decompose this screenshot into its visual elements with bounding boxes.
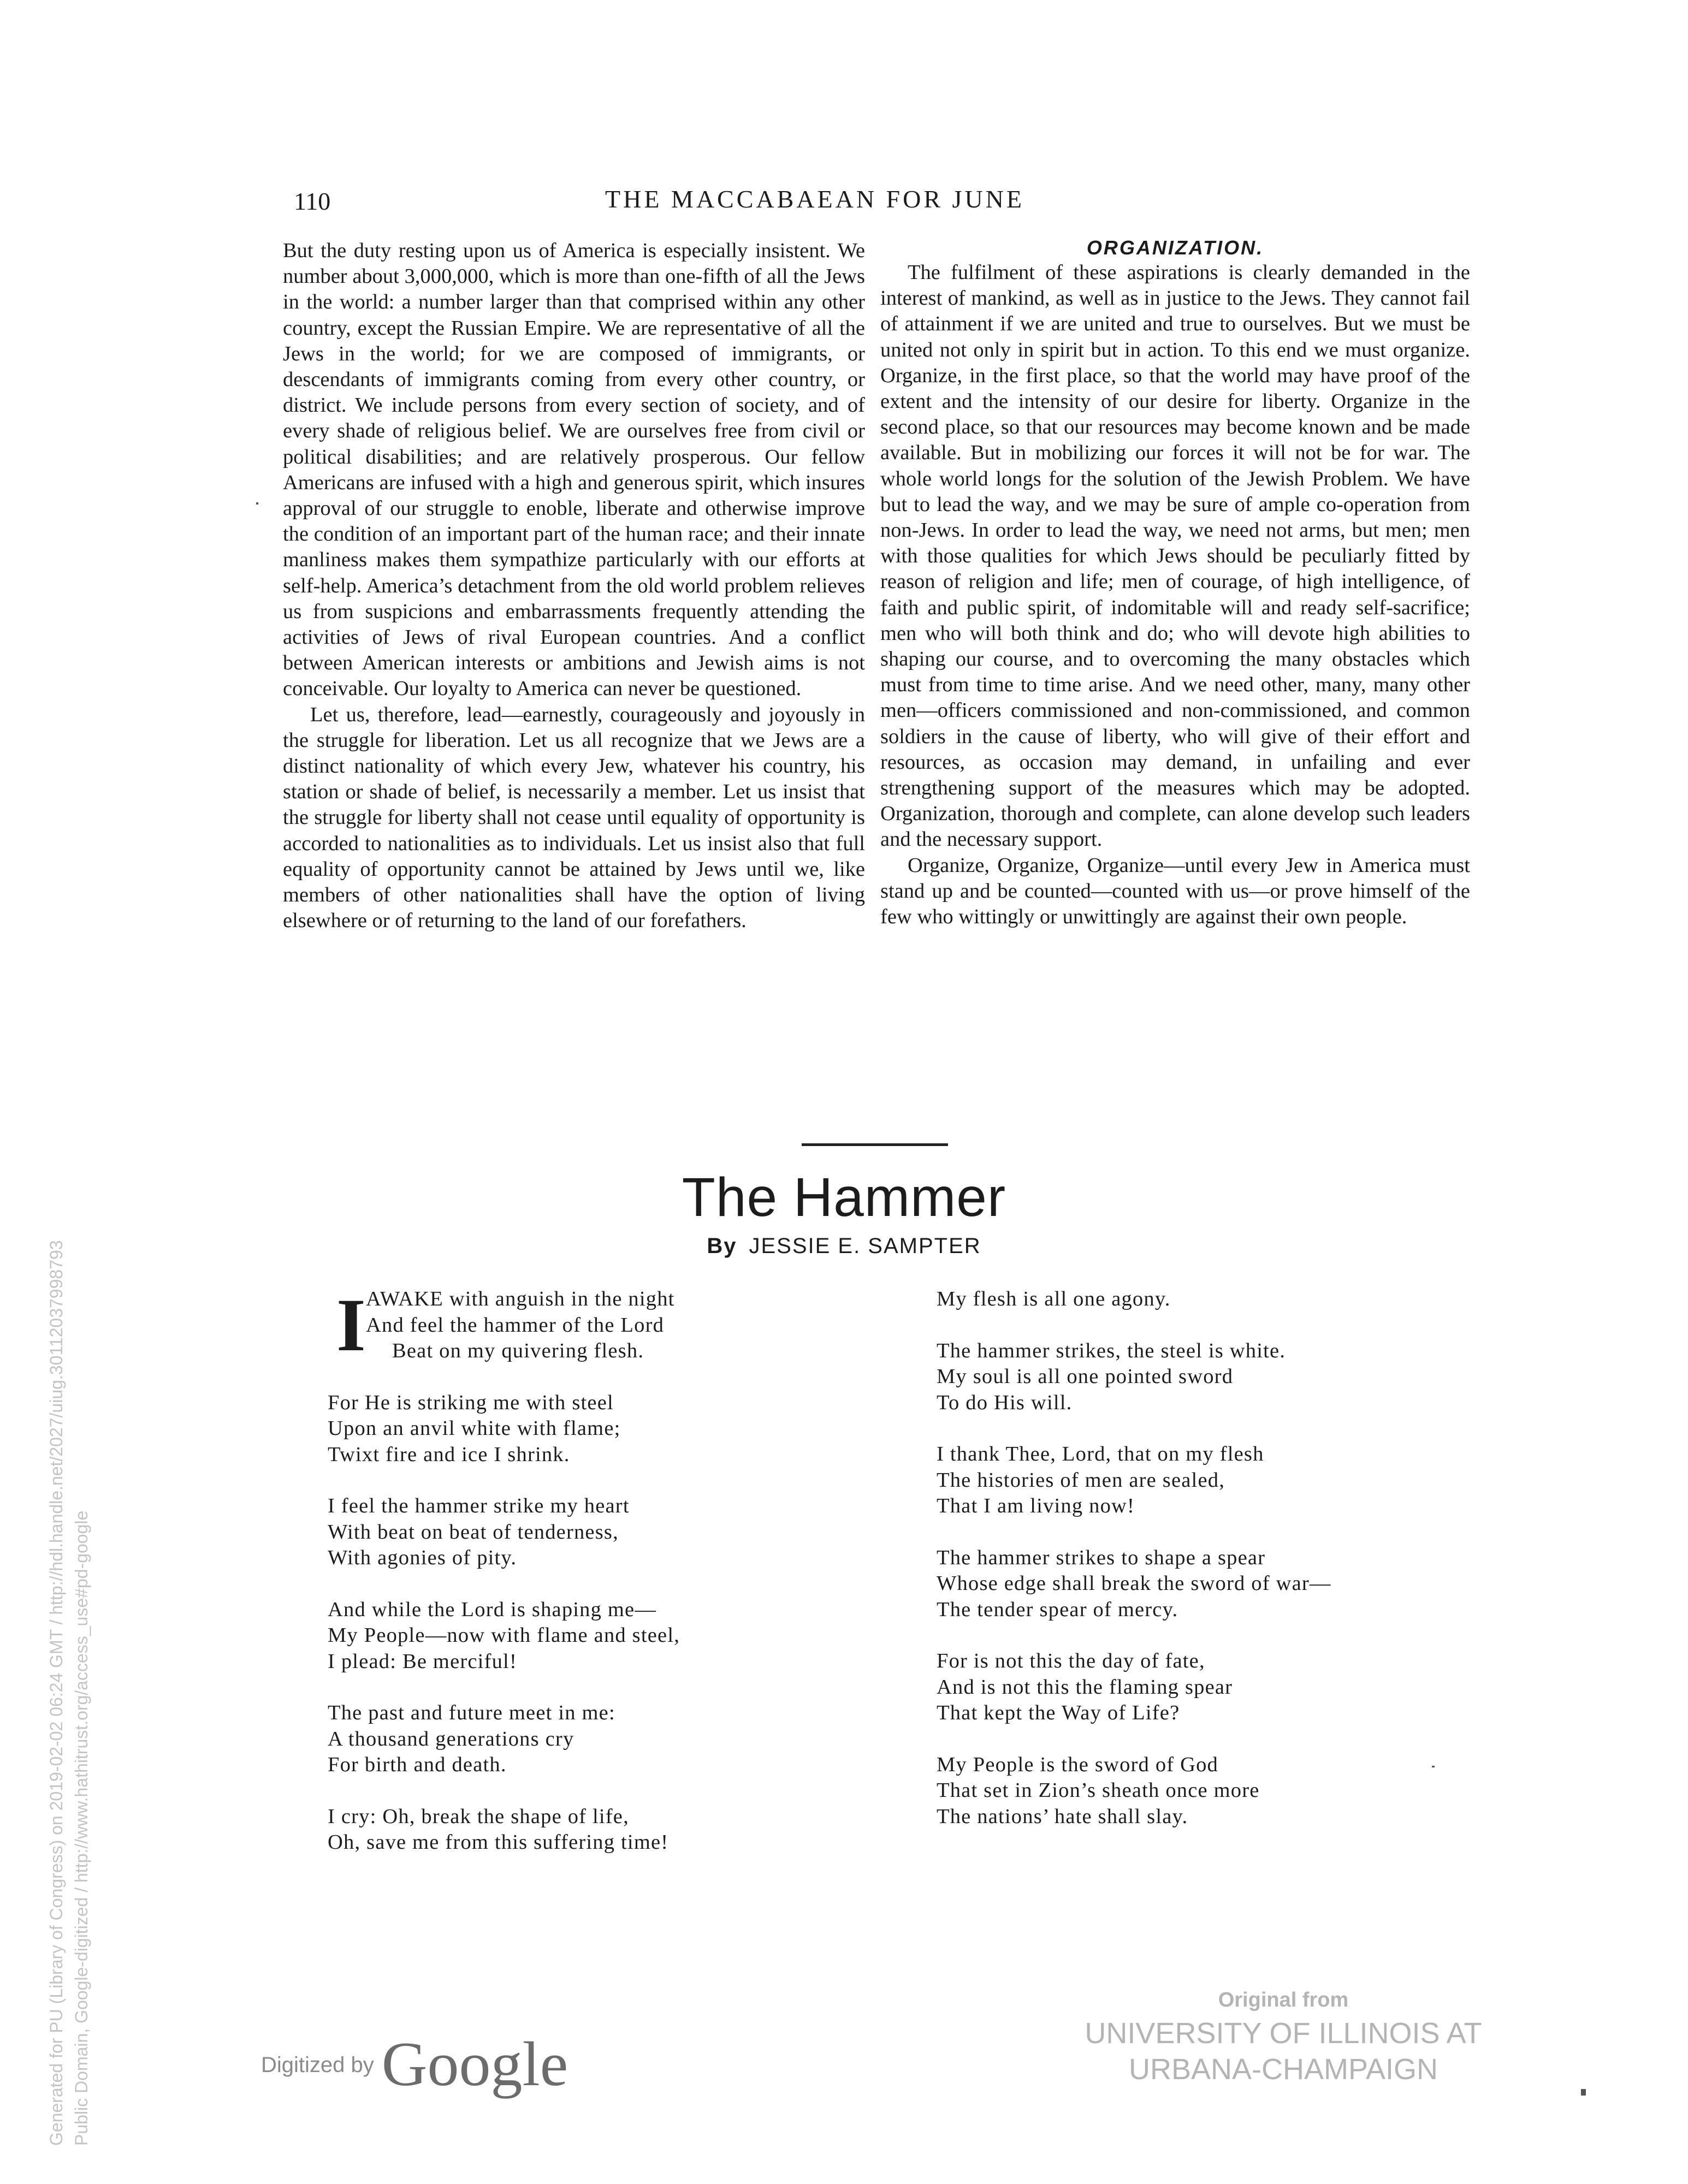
original-source: [1038, 1985, 1529, 2087]
poem-line: For is not this the day of fate,: [937, 1649, 1205, 1672]
poem-title: The Hammer: [682, 1167, 1006, 1228]
institution-line: URBANA-CHAMPAIGN: [1128, 2053, 1438, 2086]
poem-line: That set in Zion’s sheath once more: [937, 1779, 1260, 1802]
poem-stanza: [328, 1804, 680, 1856]
poem-stanza: [328, 1390, 680, 1468]
poem-line: The hammer strikes to shape a spear: [937, 1546, 1266, 1569]
poem-line: With beat on beat of tenderness,: [328, 1520, 619, 1544]
poem-line: I cry: Oh, break the shape of life,: [328, 1805, 629, 1828]
poem-line: My People is the sword of God: [937, 1753, 1219, 1776]
poem-line: My flesh is all one agony.: [937, 1287, 1171, 1310]
page-number: 110: [294, 187, 331, 215]
article-paragraph: But the duty resting upon us of America is especially insistent. We number about 3,000,000, which is more than one-fifth of all the Jews in the world: a number larger than that comprised within any other country, except the Russian Empire. We are representative of all the Jews in the world; for we are composed of immigrants, or descendants of immigrants coming from every other country, or district. We include persons from every section of society, and of every shade of religious belief. We are ourselves free from civil or political disabilities; and are relatively prosperous. Our fellow Americans are infused with a high and generous spirit, which insures approval of our struggle to enoble, liberate and otherwise improve the condition of an important part of the human race; and their innate manliness makes them sympathize particularly with our efforts at self-help. America’s detachment from the old world problem relieves us from suspicions and embarrassments frequently attending the activities of Jews of rival European countries. And a conflict between American interests or ambitions and Jewish aims is not conceivable. Our loyalty to America can never be questioned.: [283, 239, 865, 701]
poem-line: The past and future meet in me:: [328, 1701, 615, 1724]
poem-line: AWAKE with anguish in the night: [366, 1287, 675, 1310]
poem-line: The tender spear of mercy.: [937, 1598, 1178, 1621]
poem-line: With agonies of pity.: [328, 1546, 517, 1569]
poem-line: For birth and death.: [328, 1753, 507, 1776]
poem-line: The nations’ hate shall slay.: [937, 1805, 1188, 1828]
poem-stanza: [937, 1545, 1331, 1623]
drop-cap: I: [336, 1283, 366, 1367]
article-paragraph: Organize, Organize, Organize—until every Jew in America must stand up and be counted—counted with us—or prove himself of the few who wittingly or unwittingly are against their own people.: [880, 853, 1470, 929]
poem-line: A thousand generations cry: [328, 1727, 574, 1750]
original-from-label: Original from: [1218, 1989, 1349, 2011]
poem-line: And while the Lord is shaping me—: [328, 1598, 657, 1621]
poem-left-column: [328, 1283, 680, 1882]
poem-line: That kept the Way of Life?: [937, 1701, 1180, 1724]
ink-speck: [1581, 2089, 1586, 2096]
poem-stanza: [328, 1493, 680, 1571]
section-heading: ORGANIZATION.: [1086, 236, 1264, 259]
poem-stanza: [937, 1286, 1331, 1313]
poem-line: I plead: Be merciful!: [328, 1649, 517, 1673]
poem-line: Whose edge shall break the sword of war—: [937, 1572, 1331, 1595]
running-title: THE MACCABAEAN FOR JUNE: [605, 185, 1024, 213]
poem-line: My People—now with flame and steel,: [328, 1624, 680, 1647]
poem-line: I feel the hammer strike my heart: [328, 1494, 630, 1517]
article-right-column: [880, 236, 1470, 930]
article-paragraph: Let us, therefore, lead—earnestly, courageously and joyously in the struggle for liberation. Let us all recognize that we Jews are a distinct nationality of which every Jew, whatever his country, his station or shade of belief, is necessarily a member. Let us insist that the struggle for liberty shall not cease until equality of opportunity is accorded to nationalities as to individuals. Let us insist also that full equality of opportunity cannot be attained by Jews until we, like members of other nationalities shall have the option of living elsewhere or of returning to the land of our forefathers.: [283, 703, 865, 933]
poem-line: My soul is all one pointed sword: [937, 1365, 1234, 1388]
poem-line: To do His will.: [937, 1391, 1073, 1414]
poem-line: And is not this the flaming spear: [937, 1675, 1233, 1699]
poem-stanza: [937, 1441, 1331, 1520]
poem-author: JESSIE E. SAMPTER: [749, 1234, 981, 1258]
poem-line: Beat on my quivering flesh.: [392, 1339, 644, 1362]
poem-line: The hammer strikes, the steel is white.: [937, 1339, 1286, 1362]
poem-stanza: [328, 1283, 680, 1367]
article-left-column: [283, 238, 865, 934]
poem-line: The histories of men are sealed,: [937, 1468, 1225, 1492]
byline-by: By: [707, 1234, 737, 1258]
watermark-line: Public Domain, Google-digitized / http://www.hathitrust.org/access_use#pd-google: [72, 1510, 91, 2146]
digitized-label: Digitized by: [261, 2053, 374, 2077]
ink-speck: [256, 502, 258, 505]
hathitrust-watermark: [44, 1240, 94, 2146]
google-logo: Google: [381, 2029, 568, 2099]
poem-stanza: [937, 1752, 1331, 1830]
poem-line: That I am living now!: [937, 1494, 1135, 1517]
poem-stanza: [937, 1338, 1331, 1416]
poem-line: For He is striking me with steel: [328, 1391, 614, 1414]
poem-stanza: [328, 1597, 680, 1675]
divider-rule: [802, 1143, 948, 1146]
poem-line: I thank Thee, Lord, that on my flesh: [937, 1443, 1264, 1465]
poem-line: Twixt fire and ice I shrink.: [328, 1443, 570, 1466]
poem-stanza: [937, 1648, 1331, 1726]
poem-right-column: [937, 1286, 1331, 1855]
poem-line: And feel the hammer of the Lord: [366, 1313, 665, 1337]
poem-byline: [0, 1234, 1688, 1259]
poem-line: Upon an anvil white with flame;: [328, 1417, 621, 1440]
poem-line: Oh, save me from this suffering time!: [328, 1831, 669, 1854]
digitized-by-google: [261, 2028, 568, 2101]
watermark-line: Generated for PU (Library of Congress) on 2019-02-02 06:24 GMT / http://hdl.handle.net/2027/uiug.30112037998793: [46, 1240, 66, 2146]
institution-line: UNIVERSITY OF ILLINOIS AT: [1085, 2017, 1482, 2050]
poem-stanza: [328, 1700, 680, 1778]
article-paragraph: The fulfilment of these aspirations is clearly demanded in the interest of mankind, as well as in justice to the Jews. They cannot fail of attainment if we are united and true to ourselves. But we must be united not only in spirit but in action. To this end we must organize. Organize, in the first place, so that the world may have proof of the extent and the intensity of our desire for liberty. Organize in the second place, so that our resources may become known and be made available. But in mobilizing our forces it will not be for war. The whole world longs for the solution of the Jewish Problem. We have but to lead the way, and we may be sure of ample co-operation from non-Jews. In order to lead the way, we need not arms, but men; men with those qualities for which Jews should be peculiarly fitted by reason of religion and life; men of courage, of high intelligence, of faith and public spirit, of indomitable will and ready self-sacrifice; men who will both think and do; who will devote high abilities to shaping our course, and to overcoming the many obstacles which must from time to time arise. And we need other, many, many other men—officers commissioned and non-commissioned, and common soldiers in the cause of liberty, who will give of their effort and resources, as occasion may demand, in unfailing and ever strengthening support of the measures which may be adopted. Organization, thorough and complete, can alone develop such leaders and the necessary support.: [880, 261, 1470, 851]
ink-speck: [1432, 1766, 1435, 1767]
